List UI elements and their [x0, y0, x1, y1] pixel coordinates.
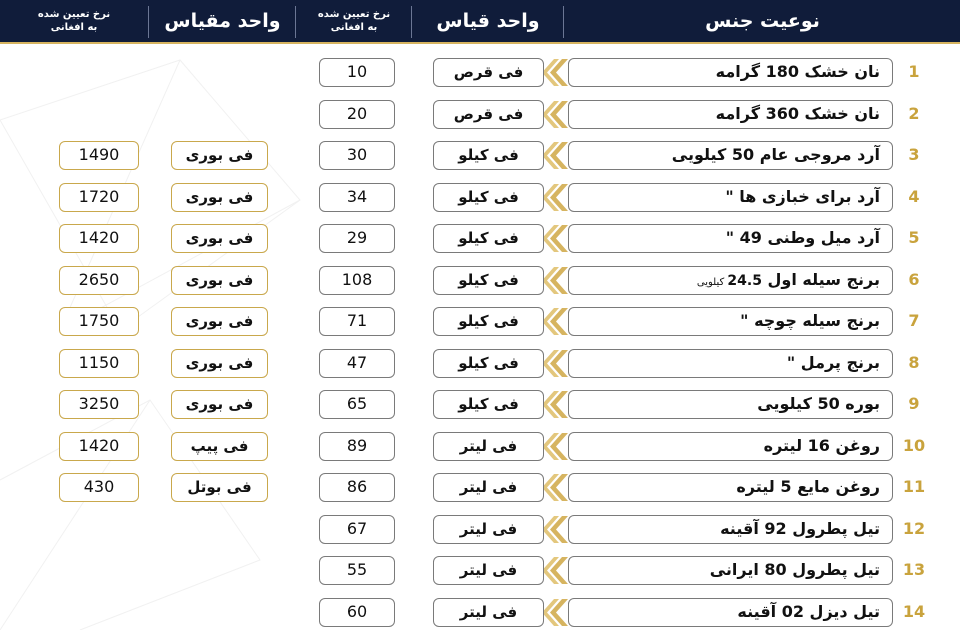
bulk-unit-cell: فی بوری [171, 224, 268, 253]
item-name [568, 515, 893, 544]
item-name [568, 100, 893, 129]
table-header [0, 0, 960, 44]
unit-cell: فی کیلو [433, 307, 544, 336]
unit-cell: فی قرص [433, 100, 544, 129]
row-number: 10 [902, 435, 926, 455]
item-name [568, 349, 893, 378]
table-row [0, 180, 960, 214]
item-name [568, 307, 893, 336]
header-divider [148, 6, 149, 38]
chevron-left-icon [540, 141, 570, 170]
item-name-text: روغن مایع 5 لیتره [736, 477, 880, 496]
item-name [568, 556, 893, 585]
chevron-left-icon [540, 598, 570, 627]
item-name [568, 598, 893, 627]
header-price [297, 0, 411, 42]
header-price-line1: نرخ تعیین شده [317, 9, 391, 20]
header-price2-line1: نرخ تعیین شده [37, 9, 111, 20]
table-row [0, 595, 960, 629]
bulk-price-cell: 430 [59, 473, 139, 502]
table-row [0, 470, 960, 504]
chevron-left-icon [540, 390, 570, 419]
chevron-left-icon [540, 432, 570, 461]
price-cell: 10 [319, 58, 395, 87]
bulk-unit-cell: فی بوری [171, 141, 268, 170]
price-cell: 65 [319, 390, 395, 419]
unit-cell: فی کیلو [433, 141, 544, 170]
unit-cell: فی لیتر [433, 473, 544, 502]
item-name-suffix: کیلویی [696, 276, 728, 288]
price-cell: 86 [319, 473, 395, 502]
row-number: 7 [908, 311, 920, 330]
chevron-left-icon [540, 473, 570, 502]
row-number: 8 [908, 352, 920, 372]
bulk-unit-cell: فی بوری [171, 349, 268, 378]
bulk-price-cell: 1750 [59, 307, 139, 336]
row-number: 12 [902, 518, 926, 538]
row-number: 9 [908, 394, 920, 413]
bulk-unit-cell: فی بوری [171, 183, 268, 212]
chevron-left-icon [540, 515, 570, 544]
price-cell: 47 [319, 349, 395, 378]
bulk-unit-cell: فی بوری [171, 307, 268, 336]
item-name-text: بوره 50 کیلویی [757, 394, 880, 413]
row-number: 14 [902, 601, 926, 621]
item-name [568, 141, 893, 170]
table-row [0, 387, 960, 421]
item-name-text: روغن 16 لیتره [763, 435, 880, 455]
bulk-price-cell: 2650 [59, 266, 139, 295]
item-name-text: تیل دیزل 02 آقینه [737, 601, 880, 621]
unit-cell: فی کیلو [433, 390, 544, 419]
bulk-unit-cell: فی بوری [171, 390, 268, 419]
chevron-left-icon [540, 58, 570, 87]
table-row [0, 429, 960, 463]
table-row [0, 304, 960, 338]
header-unit: واحد قیاس [436, 10, 540, 32]
row-number: 6 [908, 269, 920, 289]
item-name-text: نان خشک 360 گرامه [715, 103, 880, 123]
item-name [568, 224, 893, 253]
price-cell: 89 [319, 432, 395, 461]
chevron-left-icon [540, 100, 570, 129]
item-name [568, 58, 893, 87]
header-price2 [0, 0, 148, 42]
item-name [568, 432, 893, 461]
chevron-left-icon [540, 183, 570, 212]
table-row [0, 263, 960, 297]
table-row [0, 55, 960, 89]
item-name [568, 183, 893, 212]
header-unit2: واحد مقیاس [164, 10, 281, 32]
bulk-price-cell: 1720 [59, 183, 139, 212]
price-cell: 30 [319, 141, 395, 170]
item-name [568, 390, 893, 419]
item-name [568, 473, 893, 502]
item-name-text: نان خشک 180 گرامه [715, 62, 880, 81]
item-name-text: آرد میل وطنی 49 " [725, 228, 880, 247]
row-number: 5 [908, 228, 920, 247]
bulk-unit-cell: فی بوتل [171, 473, 268, 502]
header-divider [411, 6, 412, 38]
item-name-text: برنج پرمل " [786, 352, 880, 372]
row-number: 4 [908, 186, 920, 206]
item-name-text: آرد برای خبازی ها " [725, 186, 880, 206]
row-number: 13 [902, 560, 926, 579]
table-row [0, 512, 960, 546]
item-name [568, 266, 893, 295]
unit-cell: فی لیتر [433, 432, 544, 461]
chevron-left-icon [540, 224, 570, 253]
price-cell: 20 [319, 100, 395, 129]
item-name-text: تیل پطرول 92 آقینه [720, 518, 880, 538]
item-name-text: برنج سیله چوچه " [740, 311, 880, 330]
table-row [0, 97, 960, 131]
bulk-price-cell: 1420 [59, 224, 139, 253]
bulk-price-cell: 1150 [59, 349, 139, 378]
chevron-left-icon [540, 266, 570, 295]
item-name-quantity: 24.5 [727, 272, 762, 289]
price-cell: 34 [319, 183, 395, 212]
unit-cell: فی کیلو [433, 266, 544, 295]
unit-cell: فی لیتر [433, 556, 544, 585]
chevron-left-icon [540, 349, 570, 378]
item-name-text: برنج سیله اول [761, 269, 880, 289]
table-row [0, 346, 960, 380]
table-row [0, 138, 960, 172]
unit-cell: فی لیتر [433, 598, 544, 627]
table-row [0, 221, 960, 255]
price-cell: 71 [319, 307, 395, 336]
unit-cell: فی قرص [433, 58, 544, 87]
chevron-left-icon [540, 307, 570, 336]
row-number: 3 [908, 145, 920, 164]
bulk-unit-cell: فی بوری [171, 266, 268, 295]
row-number: 1 [908, 62, 920, 81]
unit-cell: فی کیلو [433, 183, 544, 212]
price-cell: 67 [319, 515, 395, 544]
unit-cell: فی کیلو [433, 349, 544, 378]
unit-cell: فی لیتر [433, 515, 544, 544]
header-divider [563, 6, 564, 38]
header-divider [295, 6, 296, 38]
price-cell: 60 [319, 598, 395, 627]
price-cell: 55 [319, 556, 395, 585]
price-cell: 29 [319, 224, 395, 253]
row-number: 11 [902, 477, 926, 496]
chevron-left-icon [540, 556, 570, 585]
bulk-price-cell: 1490 [59, 141, 139, 170]
bulk-price-cell: 1420 [59, 432, 139, 461]
header-price2-line2: به افغانی [50, 22, 98, 33]
header-price-line2: به افغانی [330, 22, 378, 33]
row-number: 2 [908, 103, 920, 123]
price-cell: 108 [319, 266, 395, 295]
item-name-text: تیل پطرول 80 ایرانی [709, 560, 880, 579]
item-name-text: آرد مروجی عام 50 کیلویی [671, 145, 880, 164]
bulk-price-cell: 3250 [59, 390, 139, 419]
unit-cell: فی کیلو [433, 224, 544, 253]
bulk-unit-cell: فی پیپ [171, 432, 268, 461]
header-item-type: نوعیت جنس [705, 10, 820, 32]
table-row [0, 553, 960, 587]
